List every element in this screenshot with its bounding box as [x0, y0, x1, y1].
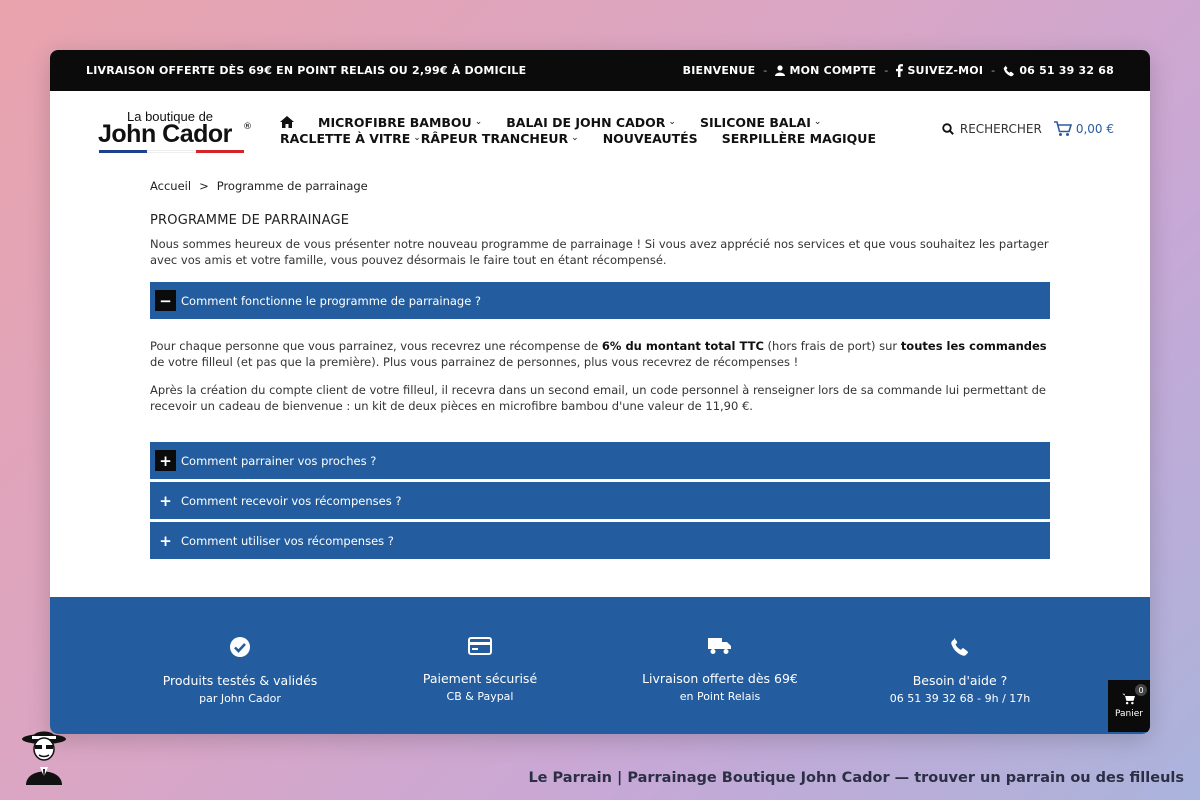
header-actions [942, 121, 1114, 137]
chevron-down-icon: ⌄ [571, 133, 579, 143]
check-circle-icon [230, 637, 250, 657]
feature-subtitle: CB & Paypal [446, 690, 514, 703]
accordion-header-open[interactable] [150, 282, 1050, 319]
account-label: MON COMPTE [789, 64, 877, 77]
nav-label: MICROFIBRE BAMBOU [318, 114, 472, 130]
logo-flag-stripe [99, 150, 244, 153]
page-caption: Le Parrain | Parrainage Boutique John Cador — trouver un parrain ou des filleuls [528, 770, 1184, 786]
faq-accordion [150, 282, 1050, 559]
chevron-down-icon: ⌄ [413, 133, 421, 143]
breadcrumb-separator: > [199, 179, 209, 193]
page-title: PROGRAMME DE PARRAINAGE [150, 213, 350, 228]
search-label: RECHERCHER [959, 122, 1042, 136]
search-icon [942, 123, 954, 135]
phone-icon [950, 637, 970, 657]
accordion-title: Comment recevoir vos récompenses ? [181, 493, 402, 508]
separator: - [763, 64, 768, 77]
nav-label: BALAI DE JOHN CADOR [506, 114, 666, 130]
expand-icon[interactable]: + [159, 531, 172, 550]
feature-title: Produits testés & validés [162, 673, 318, 688]
feature-subtitle: par John Cador [199, 692, 281, 705]
facebook-icon [896, 64, 903, 77]
breadcrumb [150, 179, 1050, 193]
welcome-link[interactable]: BIENVENUE [682, 64, 756, 77]
credit-card-icon [468, 637, 492, 655]
accordion-header-utiliser[interactable] [150, 522, 1050, 559]
site-logo[interactable] [98, 107, 252, 153]
bold-text: toutes les commandes [900, 339, 1047, 353]
nav-item-nouveautes[interactable] [603, 131, 698, 146]
nav-item-silicone-balai[interactable] [700, 115, 821, 130]
search-button[interactable] [942, 122, 1042, 136]
nav-item-balai-john-cador[interactable] [506, 115, 676, 130]
feature-title: Paiement sécurisé [422, 671, 538, 686]
nav-label: SERPILLÈRE MAGIQUE [721, 130, 876, 146]
chevron-down-icon: ⌄ [668, 117, 676, 127]
logo-tagline: La boutique de [127, 109, 214, 124]
godfather-mascot-icon [18, 727, 70, 785]
reassurance-footer [50, 597, 1150, 734]
cart-icon [1054, 121, 1072, 137]
feature-title: Besoin d'aide ? [912, 673, 1008, 688]
accordion-title: Comment utiliser vos récompenses ? [181, 533, 394, 548]
account-link[interactable] [775, 64, 876, 77]
logo-name: John Cador [98, 120, 232, 148]
bold-text: 6% du montant total TTC [601, 339, 764, 353]
nav-label: RACLETTE À VITRE [280, 130, 411, 146]
shipping-promo: LIVRAISON OFFERTE DÈS 69€ EN POINT RELAIS OU 2,99€ À DOMICILE [86, 64, 527, 77]
feature-payment [365, 597, 595, 734]
accordion-paragraph: Après la création du compte client de votre filleul, il recevra dans un second email, un code personnel à renseigner lors de sa commande lui permettant de recevoir un cadeau de bienvenue : un kit de deux pièces en microfibre bambou d'une valeur de 11,90 €. [150, 383, 1046, 413]
text-segment: Pour chaque personne que vous parrainez, vous recevrez une récompense de [150, 339, 602, 353]
accordion-body [150, 322, 1050, 442]
follow-label: SUIVEZ-MOI [907, 64, 984, 77]
site-header [50, 91, 1150, 169]
phone-link[interactable] [1003, 64, 1114, 77]
feature-subtitle: 06 51 39 32 68 - 9h / 17h [889, 692, 1031, 705]
nav-item-serpillere-magique[interactable] [722, 131, 876, 146]
separator: - [884, 64, 889, 77]
feature-help [845, 597, 1075, 734]
main-nav [280, 115, 940, 146]
follow-link[interactable] [896, 64, 983, 77]
separator: - [991, 64, 996, 77]
chevron-down-icon: ⌄ [813, 117, 822, 127]
breadcrumb-current: Programme de parrainage [216, 179, 368, 193]
truck-icon [708, 637, 732, 655]
logo-registered: ® [243, 122, 252, 132]
accordion-title: Comment parrainer vos proches ? [181, 453, 377, 468]
nav-item-rapeur-trancheur[interactable] [421, 131, 579, 146]
floating-cart-button[interactable] [1108, 680, 1150, 732]
accordion-paragraph [150, 338, 1050, 370]
nav-home[interactable] [280, 115, 294, 130]
feature-delivery [605, 597, 835, 734]
intro-text: Nous sommes heureux de vous présenter notre nouveau programme de parrainage ! Si vous avez apprécié nos services et que vous souhaitez les partager avec vos amis et votre famille, vous pouvez désormais le faire tout en étant récompensé. [150, 237, 1049, 267]
cart-icon [1122, 693, 1136, 705]
top-bar [50, 50, 1150, 91]
breadcrumb-home[interactable]: Accueil [150, 179, 192, 193]
accordion-header-recevoir[interactable] [150, 482, 1050, 519]
chevron-down-icon: ⌄ [474, 117, 483, 127]
cart-button[interactable] [1054, 121, 1114, 137]
accordion-title: Comment fonctionne le programme de parrainage ? [181, 293, 482, 308]
nav-item-raclette-vitre[interactable] [280, 131, 421, 146]
accordion-header-parrainer[interactable] [150, 442, 1050, 479]
user-icon [775, 65, 785, 76]
feature-title: Livraison offerte dès 69€ [642, 671, 798, 686]
top-bar-links [683, 64, 1114, 77]
expand-icon[interactable]: + [155, 450, 176, 471]
cart-count-badge: 0 [1135, 684, 1147, 696]
nav-label: RÂPEUR TRANCHEUR [420, 130, 569, 146]
cart-label: Panier [1115, 709, 1143, 719]
nav-label: NOUVEAUTÉS [602, 130, 698, 146]
phone-icon [1003, 65, 1015, 77]
phone-number: 06 51 39 32 68 [1019, 64, 1114, 77]
feature-subtitle: en Point Relais [679, 690, 761, 703]
nav-label: SILICONE BALAI [699, 114, 811, 130]
cart-total: 0,00 € [1075, 122, 1114, 136]
home-icon [280, 116, 294, 128]
text-segment: (hors frais de port) sur [763, 339, 901, 353]
collapse-icon[interactable]: − [155, 290, 176, 311]
main-content [50, 179, 1150, 559]
text-segment: de votre filleul (et pas que la première). Plus vous parrainez de personnes, plus vous recevrez de récompenses ! [150, 355, 799, 369]
expand-icon[interactable]: + [159, 491, 172, 510]
nav-item-microfibre-bambou[interactable] [318, 115, 482, 130]
feature-tested [125, 597, 355, 734]
browser-window [50, 50, 1150, 734]
